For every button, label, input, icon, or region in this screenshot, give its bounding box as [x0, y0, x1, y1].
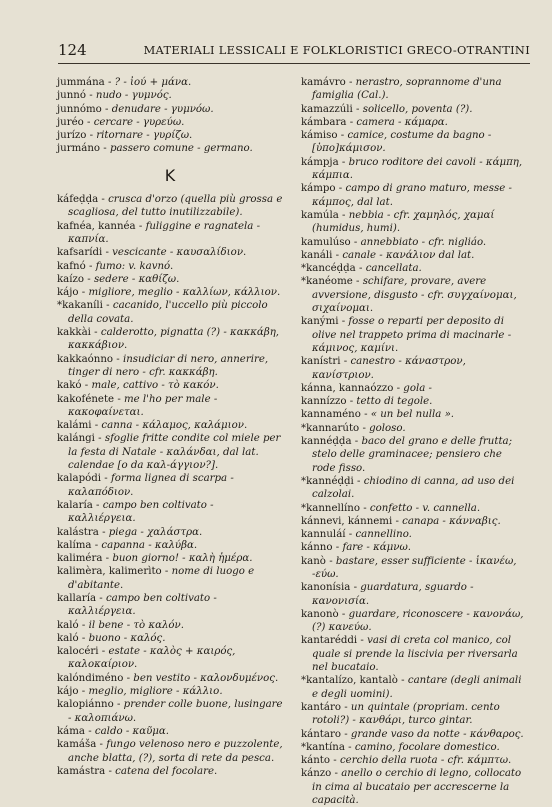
entry-headword: kamávro [301, 77, 346, 88]
entry-definition: « un bel nulla ». [370, 409, 455, 421]
entry-definition: fosse o reparti per deposito di olive nel trappeto prima di macinarle - κάμινος, καμίνι. [312, 316, 512, 354]
entry-headword: kámiso [301, 130, 338, 142]
entry-definition: canale - κανάλιον dal lat. [342, 249, 475, 261]
dictionary-entry: káfeḍḍa - crusca d'orzo (quella più grossa e scagliosa, del tutto inutilizzabile). [57, 194, 283, 219]
dictionary-entry: kantaréddi - vasi di creta col manico, col quale si prende la liscivia per riversarla nel bucataio. [301, 635, 518, 674]
dictionary-entry: kalóndiméno - ben vestito - καλονδυμένος. [57, 672, 279, 684]
dictionary-entry: kannéḍḍa - baco del grano e delle frutta; stelo delle graminacee; pensiero che rode fisso. [301, 436, 513, 474]
entry-definition: cerchio della ruota - cfr. κάμπτω. [339, 755, 512, 767]
dictionary-entry: kalámi - canna - κάλαμος, καλάμιον. [57, 420, 248, 432]
dictionary-entry: jummána - ? - ἰού + μάνα. [57, 77, 192, 88]
entry-definition: anello o cerchio di legno, collocato in cima al bucataio per accrescerne la capacità. [312, 768, 522, 807]
dictionary-entry: kalopiánno - prender colle buone, lusingare - καλοπιάνω. [57, 699, 283, 724]
entry-headword: kámbara [301, 116, 347, 128]
entry-headword: kantaréddi [301, 635, 358, 647]
entry-headword: kánzo [301, 768, 332, 780]
dictionary-entry: juréo - cercare - γυρεύω. [57, 116, 185, 128]
left-main-entries [57, 193, 283, 778]
entry-definition: migliore, meglio - καλλίων, κάλλιον. [88, 287, 281, 299]
entry-headword: kalángi [57, 433, 95, 445]
entry-definition: sfoglie fritte condite col miele per la festa di Natale - καλάνδαι, dal lat. calendae [o da καλ-άγγιον?]. [68, 433, 281, 472]
entry-definition: tetto di tegole. [356, 396, 433, 408]
dictionary-entry: kakkaónno - insudiciar di nero, annerire, tinger di nero - cfr. κακκάβη. [57, 353, 269, 378]
entry-headword: káfeḍḍa [57, 194, 99, 206]
entry-headword: jurízo [57, 130, 87, 142]
entry-definition: capanna - καλύβα. [101, 539, 198, 551]
entry-headword: jurmáno [57, 143, 101, 155]
entry-headword: kanonò [301, 608, 339, 620]
dictionary-entry: *kancéḍḍa - cancellata. [301, 263, 422, 275]
entry-headword: *kannellíno [301, 502, 360, 514]
dictionary-entry: jurmáno - passero comune - germano. [57, 143, 253, 155]
dictionary-entry: *kannarúto - goloso. [301, 422, 406, 434]
dictionary-entry: kámpja - bruco roditore dei cavoli - κάμπη, κάμπια. [301, 156, 523, 182]
entry-headword: kalóndiméno [57, 672, 124, 684]
entry-definition: campo di grano maturo, messe - κάμπος, dal lat. [312, 183, 512, 208]
dictionary-entry: kájo - meglio, migliore - κάλλιο. [57, 686, 223, 698]
entry-headword: kakofénete [57, 393, 115, 405]
dictionary-entry: *kantína - camino, focolare domestico. [301, 741, 500, 753]
entry-headword: kannéḍḍa [301, 436, 352, 448]
entry-definition: camice, costume da bagno - [ὑπο]κάμισον. [312, 130, 492, 155]
entry-definition: guardare, riconoscere - κανονάω, (?) κανεύω. [312, 608, 524, 634]
entry-definition: ritornare - γυρίζω. [96, 130, 193, 142]
entry-definition: me l'ho per male - κακοφαίνεται. [68, 393, 218, 418]
entry-headword: kalopiánno [57, 699, 114, 711]
entry-headword: káma [57, 725, 85, 737]
dictionary-entry: kaló - il bene - τὸ καλόν. [57, 619, 184, 631]
dictionary-entry: kafsarídi - vescicante - καυσαλίδιον. [57, 247, 247, 259]
entry-definition: fumo: v. kavnó. [95, 260, 174, 272]
dictionary-entry: junnó - nudo - γυμνός. [57, 90, 172, 102]
entry-definition: nerastro, soprannome d'una famiglia (Cal.). [312, 77, 502, 102]
dictionary-entry: kántaro - grande vaso da notte - κάνθαρος. [301, 728, 524, 740]
entry-definition: baco del grano e delle frutta; stelo delle graminacee; pensiero che rode fisso. [312, 436, 513, 474]
entry-definition: caldo - καῦμα. [94, 725, 170, 737]
dictionary-entry: kannízzo - tetto di tegole. [301, 396, 433, 408]
header-rule [58, 63, 530, 64]
entry-headword: *kanéome [301, 276, 353, 288]
dictionary-entry: kakofénete - me l'ho per male - κακοφαίνεται. [57, 393, 218, 418]
dictionary-entry: kanonò - guardare, riconoscere - κανονάω, (?) κανεύω. [301, 608, 524, 634]
dictionary-entry: kanými - fosse o reparti per deposito di olive nel trappeto prima di macinarle - κάμινος, καμίνι. [301, 316, 512, 354]
dictionary-entry: *kakaníli - cacanido, l'uccello più piccolo della covata. [57, 300, 268, 325]
entry-headword: *kantína [301, 741, 345, 753]
entry-headword: kaízo [57, 273, 85, 285]
entry-definition: canapa - κάνναβις. [402, 515, 501, 527]
entry-headword: kántaro [301, 728, 341, 740]
entry-definition: cannellino. [355, 529, 412, 541]
entry-headword: kalocéri [57, 646, 99, 658]
dictionary-entry: kannuláí - cannellino. [301, 529, 412, 541]
entry-definition: nudo - γυμνός. [95, 90, 172, 102]
entry-definition: calderotto, pignatta (?) - κακκάβη, κακκάβιον. [68, 327, 280, 352]
entry-headword: kánnevi, kánnemi [301, 515, 393, 527]
entry-definition: nebbia - cfr. χαμηλός, χαμαί (humidus, humi). [312, 209, 495, 235]
entry-headword: kaliméra [57, 553, 103, 565]
entry-headword: kánto [301, 755, 331, 767]
entry-headword: kakó [57, 380, 82, 392]
entry-definition: insudiciar di nero, annerire, tinger di nero - cfr. κακκάβη. [68, 353, 269, 378]
entry-headword: kájo [57, 686, 79, 698]
dictionary-entry: kanò - bastare, esser sufficiente - ἱκανέω, -εύω. [301, 555, 517, 580]
dictionary-entry: kámbara - camera - κάμαρα. [301, 116, 448, 128]
entry-headword: jummána [57, 77, 105, 88]
entry-definition: forma lignea di scarpa - καλαπόδιον. [68, 473, 234, 498]
entry-definition: buono - καλός. [88, 632, 166, 644]
right-column [301, 76, 527, 807]
entry-headword: kaló [57, 619, 79, 631]
entry-headword: kamazzúli [301, 103, 353, 115]
dictionary-entry: kánno - fare - κάμνω. [301, 542, 412, 554]
entry-definition: fare - κάμνω. [342, 542, 412, 554]
entry-headword: kalimèra, kalimerìto [57, 566, 162, 578]
entry-headword: *kancéḍḍa [301, 263, 356, 275]
entry-headword: kalíma [57, 539, 92, 551]
entry-definition: meglio, migliore - κάλλιο. [88, 686, 223, 698]
entry-definition: prender colle buone, lusingare - καλοπιάνω. [68, 699, 283, 724]
entry-headword: kánna, kannaózzo [301, 382, 394, 394]
entry-headword: kámpja [301, 156, 339, 168]
entry-headword: kamástra [57, 765, 106, 777]
dictionary-entry: kalíma - capanna - καλύβα. [57, 539, 198, 551]
entry-definition: un quintale (propriam. cento rotoli?) - κανθάρι, turco gintar. [312, 701, 500, 727]
entry-definition: cercare - γυρεύω. [93, 116, 185, 128]
dictionary-entry: kakó - male, cattivo - τὸ κακόν. [57, 380, 219, 392]
section-letter: K [164, 165, 176, 185]
entry-headword: kanými [301, 316, 339, 328]
page-number: 124 [58, 41, 87, 59]
dictionary-entry: *kanéome - schifare, provare, avere avversione, disgusto - cfr. συγχαίνομαι, σιχαίνομαι. [301, 276, 517, 315]
dictionary-entry: kantáro - un quintale (propriam. cento rotoli?) - κανθάρι, turco gintar. [301, 701, 500, 727]
entry-definition: male, cattivo - τὸ κακόν. [91, 380, 219, 392]
entry-definition: annebbiato - cfr. nigliáo. [360, 236, 487, 248]
entry-definition: catena del focolare. [115, 765, 218, 777]
dictionary-entry: kalocéri - estate - καλὸς + καιρός, καλοκαίριον. [57, 646, 236, 671]
entry-headword: kámpo [301, 183, 336, 195]
entry-headword: kannaméno [301, 409, 361, 421]
entry-headword: junnómo [57, 103, 102, 115]
page-header [58, 41, 530, 59]
entry-definition: cacanido, l'uccello più piccolo della covata. [68, 300, 268, 325]
entry-headword: kalapódi [57, 473, 102, 485]
entry-definition: il bene - τὸ καλόν. [88, 619, 184, 631]
dictionary-entry: kalángi - sfoglie fritte condite col miele per la festa di Natale - καλάνδαι, dal lat. calendae [o da καλ-άγγιον?]. [57, 433, 281, 472]
dictionary-entry: kánto - cerchio della ruota - cfr. κάμπτω. [301, 755, 512, 767]
entry-definition: passero comune - germano. [109, 143, 253, 155]
entry-headword: kánno [301, 542, 333, 554]
entry-headword: kafnéa, kannéa [57, 220, 136, 232]
dictionary-entry: kalimèra, kalimerìto - nome di luogo e d'abitante. [57, 566, 255, 591]
dictionary-entry: kalapódi - forma lignea di scarpa - καλαπόδιον. [57, 473, 234, 498]
entry-definition: ben vestito - καλονδυμένος. [133, 672, 279, 684]
entry-definition: canna - κάλαμος, καλάμιον. [101, 420, 248, 432]
entry-headword: kaló [57, 632, 79, 644]
entry-definition: confetto - v. cannella. [369, 502, 481, 514]
entry-definition: campo ben coltivato - καλλιέργεια. [68, 499, 214, 525]
entry-headword: kallaría [57, 592, 97, 604]
entry-headword: kamáša [57, 739, 97, 751]
entry-headword: kannuláí [301, 529, 346, 541]
entry-headword: *kannéḍḍi [301, 475, 354, 487]
entry-definition: goloso. [369, 422, 406, 434]
entry-definition: grande vaso da notte - κάνθαρος. [350, 728, 524, 740]
dictionary-entry: kánna, kannaózzo - gola - [301, 382, 432, 394]
entry-headword: *kannarúto [301, 422, 360, 434]
entry-definition: vescicante - καυσαλίδιον. [112, 247, 247, 259]
dictionary-entry: kanáli - canale - κανάλιον dal lat. [301, 249, 475, 261]
entry-definition: chiodino di canna, ad uso dei calzolai. [312, 475, 515, 501]
dictionary-entry: kájo - migliore, meglio - καλλίων, κάλλιον. [57, 287, 281, 299]
dictionary-entry: kaló - buono - καλός. [57, 632, 166, 644]
entry-definition: ? - ἰού + μάνα. [114, 77, 192, 88]
entry-definition: campo ben coltivato - καλλιέργεια. [68, 592, 217, 618]
dictionary-entry: kafnéa, kannéa - fuliggine e ragnatela - καπνία. [57, 220, 261, 245]
entry-headword: kafnó [57, 260, 86, 272]
entry-definition: fuliggine e ragnatela - καπνία. [68, 220, 261, 245]
dictionary-entry: kallaría - campo ben coltivato - καλλιέργεια. [57, 592, 217, 618]
entry-headword: *kakaníli [57, 300, 103, 312]
entry-definition: denudare - γυμνόω. [111, 103, 214, 115]
dictionary-entry: kámpo - campo di grano maturo, messe - κάμπος, dal lat. [301, 183, 512, 208]
entry-definition: cancellata. [365, 263, 422, 275]
dictionary-entry: kakkài - calderotto, pignatta (?) - κακκάβη, κακκάβιον. [57, 327, 280, 352]
entry-headword: kakkài [57, 327, 91, 339]
entry-headword: kanò [301, 555, 326, 567]
entry-headword: *kantalízo, kantalò [301, 675, 398, 687]
entry-headword: kakkaónno [57, 353, 114, 365]
entry-definition: canestro - κάναστρον, κανίστριον. [312, 356, 466, 381]
entry-definition: nome di luogo e d'abitante. [68, 566, 255, 591]
entry-definition: crusca d'orzo (quella più grossa e scagliosa, del tutto inutilizzabile). [68, 194, 283, 219]
dictionary-entry: kánnevi, kánnemi - canapa - κάνναβις. [301, 515, 501, 527]
dictionary-entry: *kannéḍḍi - chiodino di canna, ad uso dei calzolai. [301, 475, 515, 501]
entry-headword: kamulúso [301, 236, 351, 248]
entry-definition: bruco roditore dei cavoli - κάμπη, κάμπια. [312, 156, 523, 182]
entry-definition: guardatura, sguardo - κανονισία. [312, 582, 474, 607]
entry-definition: sedere - καθίζω. [93, 273, 180, 285]
entry-definition: vasi di creta col manico, col quale si prende la liscivia per riversarla nel bucataio. [312, 635, 518, 674]
dictionary-entry: kaízo - sedere - καθίζω. [57, 273, 180, 285]
entry-definition: bastare, esser sufficiente - ἱκανέω, -εύω. [312, 555, 517, 580]
entry-headword: kannízzo [301, 396, 347, 408]
dictionary-entry: kamúla - nebbia - cfr. χαμηλός, χαμαί (humidus, humi). [301, 209, 495, 235]
entry-headword: kanístri [301, 356, 341, 368]
dictionary-entry: *kannellíno - confetto - v. cannella. [301, 502, 481, 514]
dictionary-entry: kámiso - camice, costume da bagno - [ὑπο]κάμισον. [301, 130, 492, 155]
entry-headword: kájo [57, 287, 79, 299]
dictionary-entry: kannaméno - « un bel nulla ». [301, 409, 455, 421]
dictionary-entry: kalaría - campo ben coltivato - καλλιέργεια. [57, 499, 214, 525]
entry-headword: juréo [57, 116, 84, 128]
entry-headword: kanonísia [301, 582, 351, 594]
dictionary-entry: kánzo - anello o cerchio di legno, collocato in cima al bucataio per accrescerne la capacità. [301, 768, 522, 807]
dictionary-entry: kamástra - catena del focolare. [57, 765, 218, 777]
entry-definition: camera - κάμαρα. [356, 116, 448, 128]
dictionary-entry: kamávro - nerastro, soprannome d'una famiglia (Cal.). [301, 77, 502, 102]
dictionary-entry: kamulúso - annebbiato - cfr. nigliáo. [301, 236, 487, 248]
dictionary-entry: junnómo - denudare - γυμνόω. [57, 103, 214, 115]
entry-headword: kalástra [57, 526, 99, 538]
right-entries [301, 76, 527, 807]
entry-definition: piega - χαλάστρα. [108, 526, 203, 538]
entry-definition: fungo velenoso nero e puzzolente, anche blatta, (?), sorta di rete da pesca. [68, 739, 283, 764]
entry-definition: solicello, poventa (?). [362, 103, 473, 115]
entry-headword: kalaría [57, 499, 93, 511]
running-title: MATERIALI LESSICALI E FOLKLORISTICI GRECO-OTRANTINI [143, 43, 530, 57]
left-column [57, 76, 283, 778]
entry-headword: junnó [57, 90, 86, 102]
entry-definition: cantare (degli animali e degli uomini). [312, 675, 522, 700]
entry-definition: buon giorno! - καλὴ ἡμέρα. [112, 553, 253, 565]
entry-headword: kafsarídi [57, 247, 103, 259]
entry-definition: gola - [403, 382, 432, 394]
entry-headword: kantáro [301, 701, 341, 713]
left-top-entries [57, 76, 283, 156]
dictionary-entry: kalástra - piega - χαλάστρα. [57, 526, 203, 538]
dictionary-entry: káma - caldo - καῦμα. [57, 725, 170, 737]
entry-headword: kalámi [57, 420, 92, 432]
entry-definition: estate - καλὸς + καιρός, καλοκαίριον. [68, 646, 236, 671]
dictionary-entry: kamazzúli - solicello, poventa (?). [301, 103, 473, 115]
entry-headword: kanáli [301, 249, 333, 261]
entry-headword: kamúla [301, 209, 339, 221]
dictionary-entry: kaliméra - buon giorno! - καλὴ ἡμέρα. [57, 553, 253, 565]
dictionary-entry: *kantalízo, kantalò - cantare (degli animali e degli uomini). [301, 675, 522, 700]
entry-definition: schifare, provare, avere avversione, disgusto - cfr. συγχαίνομαι, σιχαίνομαι. [312, 276, 517, 315]
dictionary-entry: jurízo - ritornare - γυρίζω. [57, 130, 193, 142]
dictionary-entry: kamáša - fungo velenoso nero e puzzolente, anche blatta, (?), sorta di rete da pesca. [57, 739, 283, 764]
entry-definition: camino, focolare domestico. [354, 741, 500, 753]
dictionary-entry: kafnó - fumo: v. kavnó. [57, 260, 174, 272]
dictionary-entry: kanístri - canestro - κάναστρον, κανίστριον. [301, 356, 466, 381]
dictionary-entry: kanonísia - guardatura, sguardo - κανονισία. [301, 582, 474, 607]
